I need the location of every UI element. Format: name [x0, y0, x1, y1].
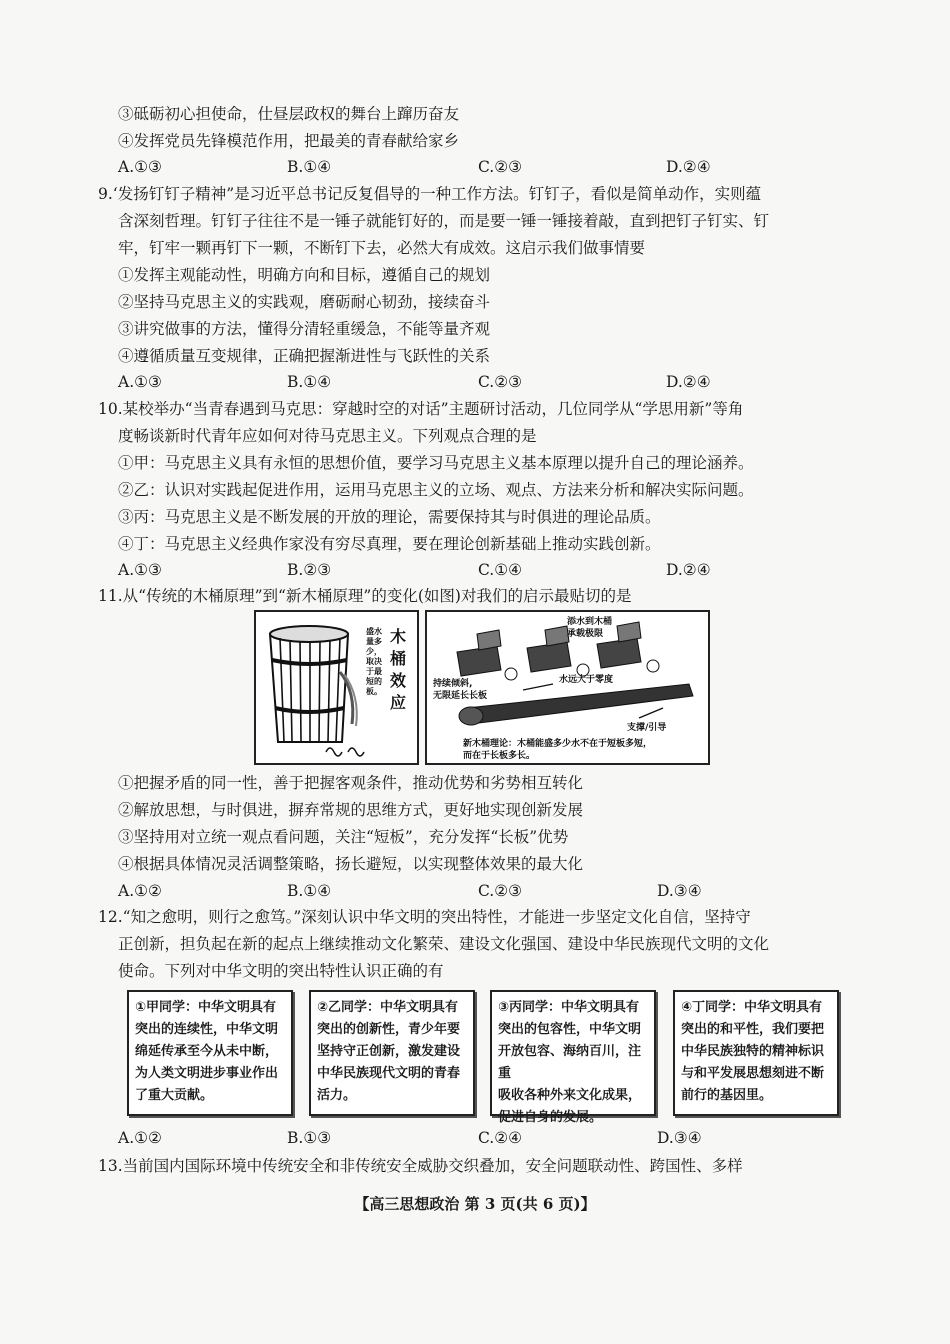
box-line: 开放包容、海纳百川，注重: [498, 1044, 642, 1081]
option-a: A.①③: [118, 158, 162, 176]
box-line: 突出的包容性，中华文明: [498, 1022, 642, 1037]
q8-item-3: ③砥砺初心担使命，仕昼层政权的舞台上蹿历奋友: [118, 105, 460, 123]
option-d: D.②④: [666, 561, 711, 579]
q9-stem-line-3: 牢，钉牢一颗再钉下一颗，不断钉下去，必然大有成效。这启示我们做事情要: [118, 239, 646, 257]
option-c: C.②③: [478, 373, 523, 391]
q10-item-4: ④丁：马克思主义经典作家没有穷尽真理，要在理论创新基础上推动实践创新。: [118, 535, 661, 553]
barrel-figure: [254, 610, 710, 767]
note-col-1: 盛水: [366, 627, 382, 636]
box-line: ④丁同学：中华文明具有: [681, 1000, 823, 1015]
box-line: 吸收各种外来文化成果，: [498, 1088, 642, 1103]
q12-box-4: [673, 990, 839, 1116]
page-footer: 【高三思想政治 第 3 页(共 6 页)】: [354, 1195, 596, 1213]
box-line: 坚持守正创新，激发建设: [317, 1044, 461, 1059]
option-c: C.①④: [478, 561, 523, 579]
q10-stem-line-2: 度畅谈新时代青年应如何对待马克思主义。下列观点合理的是: [118, 427, 537, 445]
q12-stem-line-2: 正创新，担负起在新的起点上继续推动文化繁荣、建设文化强国、建设中华民族现代文明的文化: [118, 935, 770, 953]
box-line: 为人类文明进步事业作出: [135, 1066, 279, 1081]
box-line: 了重大贡献。: [135, 1088, 214, 1103]
box-line: 突出的连续性，中华文明: [135, 1022, 279, 1037]
q11-stem: 11.从“传统的木桶原理”到“新木桶原理”的变化(如图)对我们的启示最贴切的是: [98, 587, 632, 605]
label-top-1: 添水到木桶: [567, 617, 613, 627]
caption-line-2: 而在于长板多长。: [463, 751, 536, 761]
box-line: 突出的创新性，青少年要: [317, 1022, 461, 1037]
label-mid: 水远大于零度: [559, 675, 614, 685]
q10-stem-line-1: 10.某校举办“当青春遇到马克思：穿越时空的对话”主题研讨活动，几位同学从“学思用新”等角: [98, 400, 744, 418]
q12-box-2: [309, 990, 475, 1116]
left-title-char-1: 木: [390, 627, 407, 646]
barrel-illustration: [256, 612, 417, 763]
traditional-barrel-panel: [254, 610, 419, 765]
box-line: ①甲同学：中华文明具有: [135, 1000, 277, 1015]
q11-item-4: ④根据具体情况灵活调整策略，扬长避短，以实现整体效果的最大化: [118, 855, 584, 873]
box-line: 促进自身的发展。: [498, 1110, 603, 1125]
q12-box-3: [490, 990, 656, 1125]
note-col-7: 板。: [366, 687, 382, 696]
q12-stem-line-1: 12.“知之愈明，则行之愈笃。”深刻认识中华文明的突出特性，才能进一步坚定文化自信，坚持守: [98, 908, 751, 926]
q10-item-1: ①甲：马克思主义具有永恒的思想价值，要学习马克思主义基本原理以提升自己的理论涵养。: [118, 454, 754, 472]
q11-item-1: ①把握矛盾的同一性，善于把握客观条件，推动优势和劣势相互转化: [118, 774, 584, 792]
option-b: B.①④: [287, 882, 332, 900]
option-c: C.②④: [478, 1129, 523, 1147]
label-top-2: 承载极限: [567, 629, 604, 639]
option-a: A.①②: [118, 882, 162, 900]
option-d: D.②④: [666, 158, 711, 176]
box-line: 与和平发展思想刻进不断: [681, 1066, 825, 1081]
option-d: D.②④: [666, 373, 711, 391]
box-line: ②乙同学：中华文明具有: [317, 1000, 459, 1015]
new-barrel-illustration: [427, 612, 708, 763]
note-col-5: 于最: [366, 667, 382, 676]
note-col-3: 少，: [366, 647, 382, 656]
q11-item-2: ②解放思想，与时俱进，摒弃常规的思维方式，更好地实现创新发展: [118, 801, 584, 819]
q9-item-1: ①发挥主观能动性，明确方向和目标，遵循自己的规划: [118, 266, 491, 284]
q12-stem-line-3: 使命。下列对中华文明的突出特性认识正确的有: [118, 962, 444, 980]
q9-item-4: ④遵循质量互变规律，正确把握渐进性与飞跃性的关系: [118, 347, 491, 365]
box-line: 中华民族独特的精神标识: [681, 1044, 825, 1059]
q9-stem-line-2: 含深刻哲理。钉钉子往往不是一锤子就能钉好的，而是要一锤一锤接着敲，直到把钉子钉实、钉: [118, 212, 770, 230]
q9-stem-line-1: 9.‘发扬钉钉子精神”是习近平总书记反复倡导的一种工作方法。钉钉子，看似是简单动作，实则蕴: [98, 185, 762, 203]
q9-item-2: ②坚持马克思主义的实践观，磨砺耐心韧劲，接续奋斗: [118, 293, 491, 311]
q13-stem: 13.当前国内国际环境中传统安全和非传统安全威胁交织叠加，安全问题联动性、跨国性、多样: [98, 1157, 743, 1175]
option-c: C.②③: [478, 158, 523, 176]
option-b: B.①④: [287, 373, 332, 391]
option-a: A.①③: [118, 373, 162, 391]
left-title-char-4: 应: [390, 693, 407, 712]
q9-item-3: ③讲究做事的方法，懂得分清轻重缓急，不能等量齐观: [118, 320, 491, 338]
q11-item-3: ③坚持用对立统一观点看问题，关注“短板”，充分发挥“长板”优势: [118, 828, 569, 846]
option-d: D.③④: [657, 882, 702, 900]
option-c: C.②③: [478, 882, 523, 900]
note-col-6: 短的: [366, 677, 382, 686]
option-d: D.③④: [657, 1129, 702, 1147]
option-b: B.①④: [287, 158, 332, 176]
q8-item-4: ④发挥党员先锋模范作用，把最美的青春献给家乡: [118, 132, 460, 150]
label-left-1: 持续倾斜,: [433, 679, 473, 689]
box-line: 绵延传承至今从未中断，: [135, 1044, 279, 1059]
note-col-4: 取决: [366, 657, 382, 666]
q10-item-3: ③丙：马克思主义是不断发展的开放的理论，需要保持其与时俱进的理论品质。: [118, 508, 661, 526]
label-left-2: 无限延长长板: [433, 691, 488, 701]
box-line: 活力。: [317, 1088, 357, 1103]
left-title-char-3: 效: [390, 671, 407, 690]
left-title-char-2: 桶: [390, 649, 407, 668]
note-col-2: 量多: [366, 637, 382, 646]
q10-item-2: ②乙：认识对实践起促进作用，运用马克思主义的立场、观点、方法来分析和解决实际问题。: [118, 481, 754, 499]
box-line: 前行的基因里。: [681, 1088, 773, 1103]
caption-line-1: 新木桶理论：木桶能盛多少水不在于短板多短，: [463, 739, 653, 749]
q12-box-1: [127, 990, 293, 1116]
new-barrel-panel: [425, 610, 710, 765]
box-line: 突出的和平性，我们要把: [681, 1022, 825, 1037]
box-line: 中华民族现代文明的青春: [317, 1066, 461, 1081]
option-a: A.①③: [118, 561, 162, 579]
box-line: ③丙同学：中华文明具有: [498, 1000, 640, 1015]
label-support: 支撑/引导: [627, 723, 667, 733]
option-b: B.②③: [287, 561, 332, 579]
option-a: A.①②: [118, 1129, 162, 1147]
option-b: B.①③: [287, 1129, 332, 1147]
